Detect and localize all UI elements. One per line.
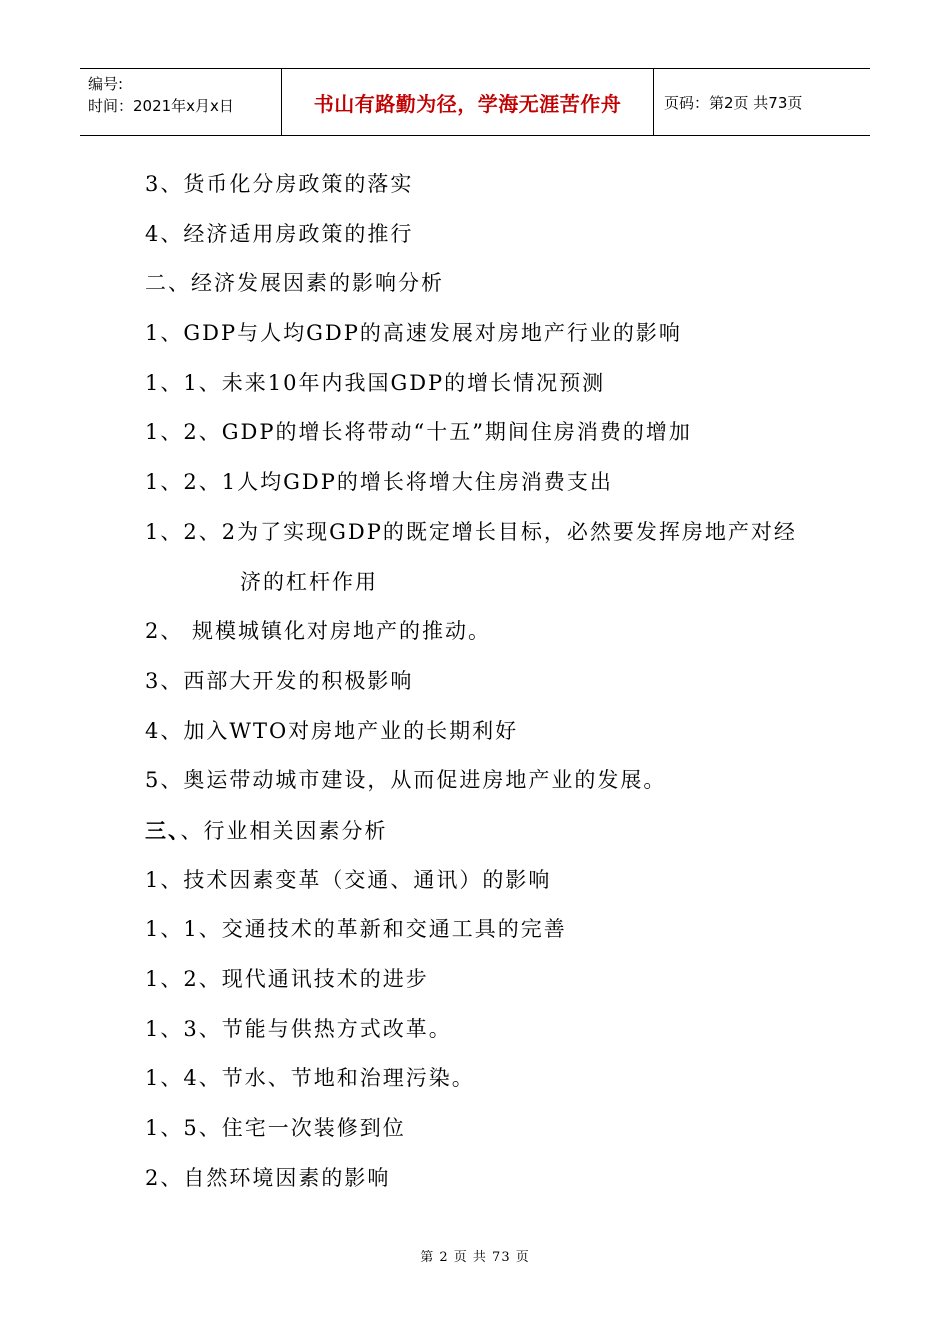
outline-item-continuation: 济的杠杆作用: [240, 569, 378, 594]
section-heading-number: 三、: [145, 817, 181, 843]
outline-item: 3、西部大开发的积极影响: [145, 668, 414, 693]
page-footer: 第 2 页 共 73 页: [420, 1250, 530, 1265]
header-meta: [80, 69, 282, 135]
header-page-info-cell: [654, 69, 870, 135]
header-motto-cell: [282, 69, 654, 135]
document-number-label: 编号:: [88, 75, 124, 93]
outline-item: 1、2、2为了实现GDP的既定增长目标，必然要发挥房地产对经: [145, 519, 797, 544]
section-heading: 二、经济发展因素的影响分析: [145, 271, 444, 296]
outline-item: 1、技术因素变革（交通、通讯）的影响: [145, 867, 552, 892]
outline-item: 1、GDP与人均GDP的高速发展对房地产行业的影响: [145, 321, 682, 346]
outline-item: 1、1、交通技术的革新和交通工具的完善: [145, 917, 567, 942]
outline-item: 3、货币化分房政策的落实: [145, 172, 414, 196]
outline-item: 2、 规模城镇化对房地产的推动。: [145, 619, 492, 644]
document-time: 时间：2021年x月x日: [88, 97, 234, 115]
document-body: [145, 160, 865, 1203]
outline-item: 1、2、1人均GDP的增长将增大住房消费支出: [145, 470, 613, 495]
header-motto: 书山有路勤为径，学海无涯苦作舟: [313, 91, 622, 116]
outline-item: 1、5、住宅一次装修到位: [145, 1116, 406, 1141]
outline-item: 1、1、未来10年内我国GDP的增长情况预测: [145, 370, 606, 395]
page-header: [80, 68, 870, 136]
outline-item: 1、3、节能与供热方式改革。: [145, 1016, 452, 1041]
outline-item: 1、4、节水、节地和治理污染。: [145, 1066, 475, 1091]
section-heading: [145, 806, 865, 856]
outline-item: 2、自然环境因素的影响: [145, 1165, 391, 1190]
outline-item: 4、经济适用房政策的推行: [145, 221, 414, 246]
header-page-info: 页码：第2页 共73页: [664, 93, 803, 112]
outline-item: 5、奥运带动城市建设，从而促进房地产业的发展。: [145, 768, 667, 793]
outline-item: 4、加入WTO对房地产业的长期利好: [145, 718, 519, 743]
section-heading-text: 、行业相关因素分析: [180, 818, 388, 843]
outline-item: 1、2、GDP的增长将带动“十五”期间住房消费的增加: [145, 420, 692, 445]
outline-item: 1、2、现代通讯技术的进步: [145, 967, 429, 991]
